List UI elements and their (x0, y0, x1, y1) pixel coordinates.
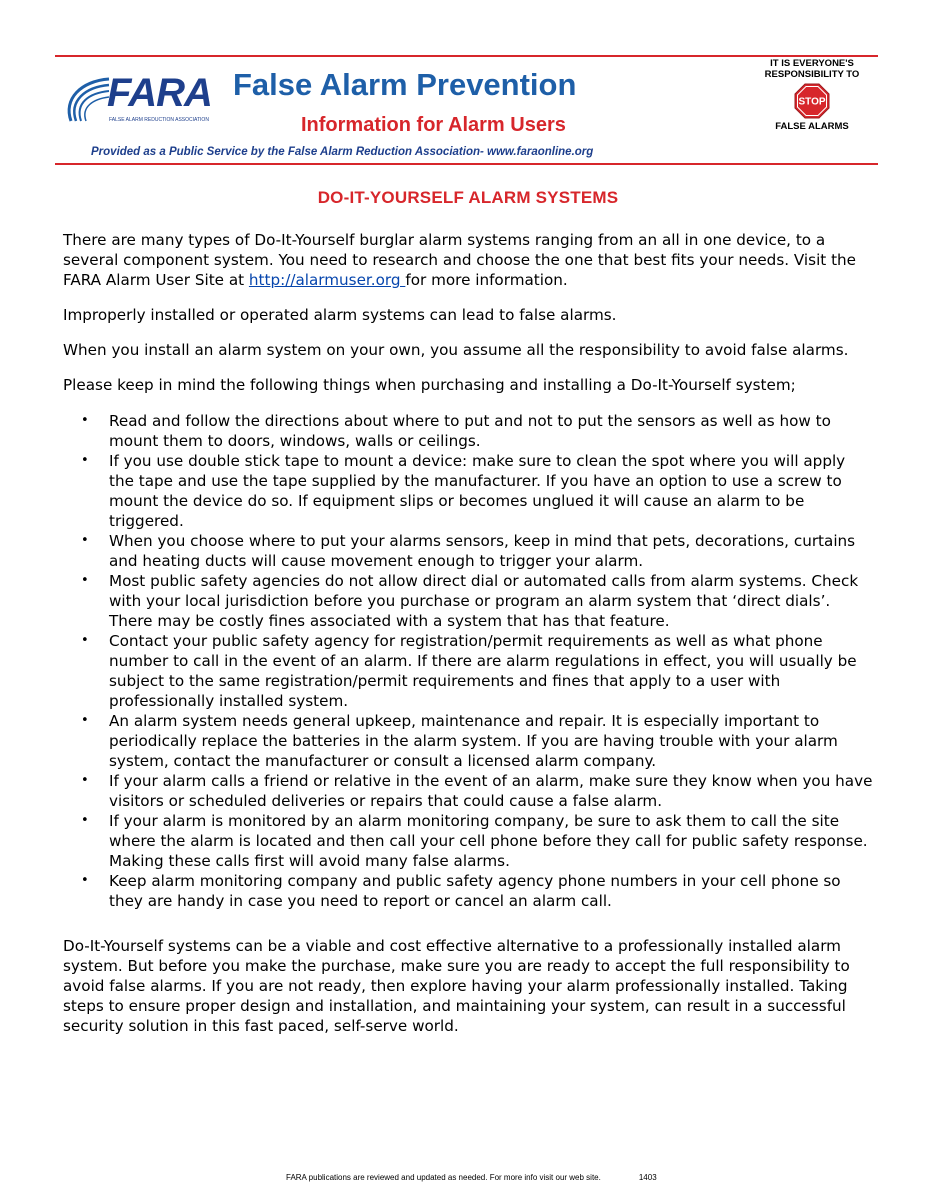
stop-sign-text: STOP (798, 96, 826, 108)
tips-list (63, 411, 873, 911)
header-top-rule (55, 55, 878, 57)
bullet-icon: • (81, 873, 89, 888)
header-bottom-rule (55, 163, 878, 165)
bullet-icon: • (81, 713, 89, 728)
banner-title: False Alarm Prevention (233, 67, 577, 102)
document-body (63, 188, 873, 1051)
bullet-icon: • (81, 453, 89, 468)
list-item (63, 871, 873, 911)
fara-logo (61, 65, 211, 135)
document-title: DO-IT-YOURSELF ALARM SYSTEMS (317, 188, 619, 207)
bullet-icon: • (81, 413, 89, 428)
list-item (63, 531, 873, 571)
intro-text: There are many types of Do-It-Yourself burglar alarm systems ranging from an all in one device, to a several component system. You need to research and choose the one that best fits your needs. Visit the FARA Alarm User Site at (63, 231, 856, 289)
alarmuser-link[interactable]: http://alarmuser.org (248, 271, 406, 289)
list-item (63, 411, 873, 451)
list-item (63, 451, 873, 531)
list-item (63, 631, 873, 711)
bullet-icon: • (81, 633, 89, 648)
list-item-text: Read and follow the directions about where to put and not to put the sensors as well as how to mount them to doors, windows, walls or ceilings. (109, 412, 831, 450)
list-item (63, 811, 873, 871)
public-service-line: Provided as a Public Service by the False Alarm Reduction Association- www.faraonline.org (91, 146, 594, 158)
paragraph-responsibility: When you install an alarm system on your own, you assume all the responsibility to avoid false alarms. (63, 341, 849, 359)
paragraph-keep-in-mind: Please keep in mind the following things when purchasing and installing a Do-It-Yourself system; (63, 376, 796, 394)
intro-paragraph (63, 230, 873, 290)
intro-text-end: for more information. (405, 271, 568, 289)
list-item (63, 711, 873, 771)
header-banner (55, 55, 878, 165)
responsibility-line-2: RESPONSIBILITY TO (764, 69, 860, 80)
publication-code: 1403 (638, 1173, 657, 1182)
list-item-text: An alarm system needs general upkeep, maintenance and repair. It is especially important to periodically replace the batteries in the alarm system. If you are having trouble with your alarm system, contact the manufacturer or consult a licensed alarm company. (109, 712, 838, 770)
bullet-icon: • (81, 533, 89, 548)
bullet-icon: • (81, 813, 89, 828)
paragraph-improper: Improperly installed or operated alarm systems can lead to false alarms. (63, 306, 617, 324)
list-item-text: When you choose where to put your alarms sensors, keep in mind that pets, decorations, curtains and heating ducts will cause movement enough to trigger your alarm. (109, 532, 856, 570)
list-item (63, 571, 873, 631)
list-item-text: If your alarm is monitored by an alarm monitoring company, be sure to ask them to call the site where the alarm is located and then call your cell phone before they call for public safety response. Making these calls first will avoid many false alarms. (109, 812, 868, 870)
list-item-text: Contact your public safety agency for registration/permit requirements as well as what phone number to call in the event of an alarm. If there are alarm regulations in effect, you will usually be subject to the same registration/permit requirements and fines that apply to a user with professionally installed system. (109, 632, 857, 710)
list-item (63, 771, 873, 811)
stop-sign-icon (794, 83, 830, 119)
responsibility-line-1: IT IS EVERYONE'S (770, 58, 854, 69)
list-item-text: Most public safety agencies do not allow direct dial or automated calls from alarm systems. Check with your local jurisdiction before you purchase or program an alarm system that ‘direct dials’. There may be costly fines associated with a system that has that feature. (109, 572, 859, 630)
stop-false-alarms-badge (745, 58, 879, 140)
banner-subtitle: Information for Alarm Users (301, 114, 566, 136)
false-alarms-label: FALSE ALARMS (775, 121, 849, 132)
list-item-text: If you use double stick tape to mount a device: make sure to clean the spot where you will apply the tape and use the tape supplied by the manufacturer. If you have an option to use a screw to mount the device do so. If equipment slips or becomes unglued it will cause an alarm to be triggered. (109, 452, 846, 530)
bullet-icon: • (81, 573, 89, 588)
footer-note: FARA publications are reviewed and updated as needed. For more info visit our web site. (286, 1173, 601, 1182)
logo-subtext: FALSE ALARM REDUCTION ASSOCIATION (109, 117, 209, 123)
page-footer (286, 1173, 657, 1182)
bullet-icon: • (81, 773, 89, 788)
list-item-text: Keep alarm monitoring company and public safety agency phone numbers in your cell phone so they are handy in case you need to report or cancel an alarm call. (109, 872, 841, 910)
closing-paragraph: Do-It-Yourself systems can be a viable and cost effective alternative to a professionally installed alarm system. But before you make the purchase, make sure you are ready to accept the full responsibility to avoid false alarms. If you are not ready, then explore having your alarm professionally installed. Taking steps to ensure proper design and installation, and maintaining your system, can result in a successful security solution in this fast paced, self-serve world. (63, 937, 850, 1035)
logo-text: FARA (107, 71, 212, 115)
list-item-text: If your alarm calls a friend or relative in the event of an alarm, make sure they know when you have visitors or scheduled deliveries or repairs that could cause a false alarm. (109, 772, 873, 810)
